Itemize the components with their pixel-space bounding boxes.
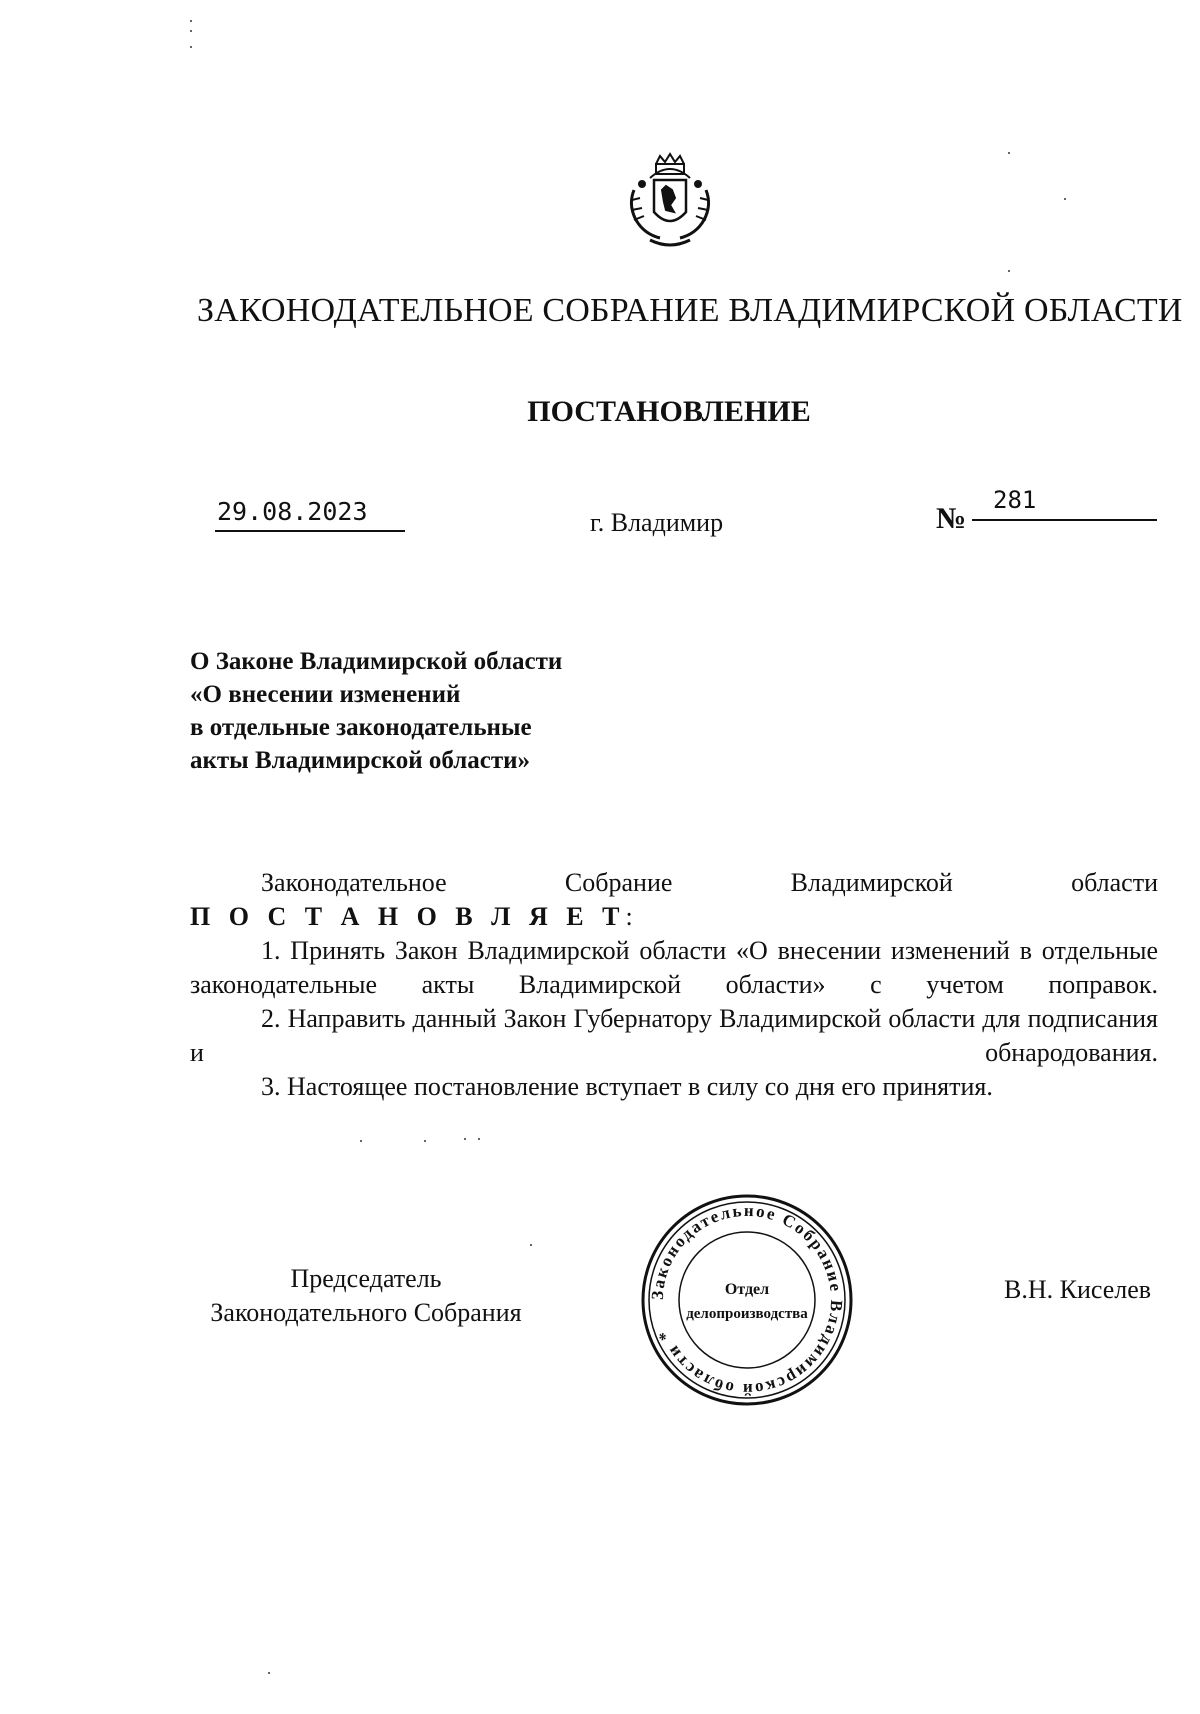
document-number: 281 xyxy=(993,486,1037,514)
scan-speck xyxy=(268,1672,270,1674)
subject-line: в отдельные законодательные xyxy=(190,714,532,741)
resolves-line xyxy=(190,900,1158,934)
document-date: 29.08.2023 xyxy=(217,497,368,526)
intro-word: области xyxy=(1071,868,1158,897)
resolves-colon: : xyxy=(625,902,633,931)
subject-line: О Законе Владимирской области xyxy=(190,648,563,675)
intro-line xyxy=(190,866,1158,900)
signer-name: В.Н. Киселев xyxy=(1004,1275,1152,1304)
scan-speck xyxy=(190,30,192,32)
number-label: № xyxy=(936,502,967,535)
intro-word: Законодательное xyxy=(261,868,447,897)
resolution-item: 2. Направить данный Закон Губернатору Владимирской области для подписания и обнародования. xyxy=(190,1004,1158,1067)
stamp-center-line: Отдел xyxy=(724,1281,770,1298)
subject-line: «О внесении изменений xyxy=(190,681,461,708)
scan-speck xyxy=(1064,198,1066,200)
document-city: г. Владимир xyxy=(590,508,724,537)
document-type-heading: ПОСТАНОВЛЕНИЕ xyxy=(527,395,811,428)
scan-speck xyxy=(424,1140,426,1142)
intro-word: Собрание xyxy=(564,868,673,897)
scan-speck xyxy=(190,20,192,22)
resolution-item: 3. Настоящее постановление вступает в силу со дня его принятия. xyxy=(261,1072,993,1101)
number-underline xyxy=(972,519,1157,521)
scan-speck xyxy=(464,1138,466,1140)
stamp-ring-text: Законодательное Собрание Владимирской области * xyxy=(647,1200,847,1400)
scan-speck xyxy=(530,1244,532,1246)
official-stamp xyxy=(637,1190,857,1410)
position-line: Председатель xyxy=(290,1264,442,1293)
scan-speck xyxy=(1008,270,1010,272)
resolves-word: П О С Т А Н О В Л Я Е Т xyxy=(190,902,626,931)
scan-speck xyxy=(360,1140,362,1142)
signatory-position xyxy=(196,1262,536,1330)
coat-of-arms-emblem xyxy=(620,150,720,250)
scan-speck xyxy=(1008,152,1010,154)
resolution-item: 1. Принять Закон Владимирской области «О внесении изменений в отдельные законодательные акты Владимирской области» с учетом поправок. xyxy=(190,936,1158,999)
position-line: Законодательного Собрания xyxy=(210,1298,522,1327)
subject-line: акты Владимирской области» xyxy=(190,747,531,774)
document-subject xyxy=(190,645,562,777)
organization-title: ЗАКОНОДАТЕЛЬНОЕ СОБРАНИЕ ВЛАДИМИРСКОЙ ОБЛАСТИ xyxy=(197,292,1183,329)
stamp-center-line: делопроизводства xyxy=(686,1306,808,1322)
date-underline xyxy=(215,530,405,532)
intro-word: Владимирской xyxy=(790,868,953,897)
scan-speck xyxy=(190,46,192,48)
resolution-body xyxy=(190,866,1158,1104)
scan-speck xyxy=(478,1138,480,1140)
